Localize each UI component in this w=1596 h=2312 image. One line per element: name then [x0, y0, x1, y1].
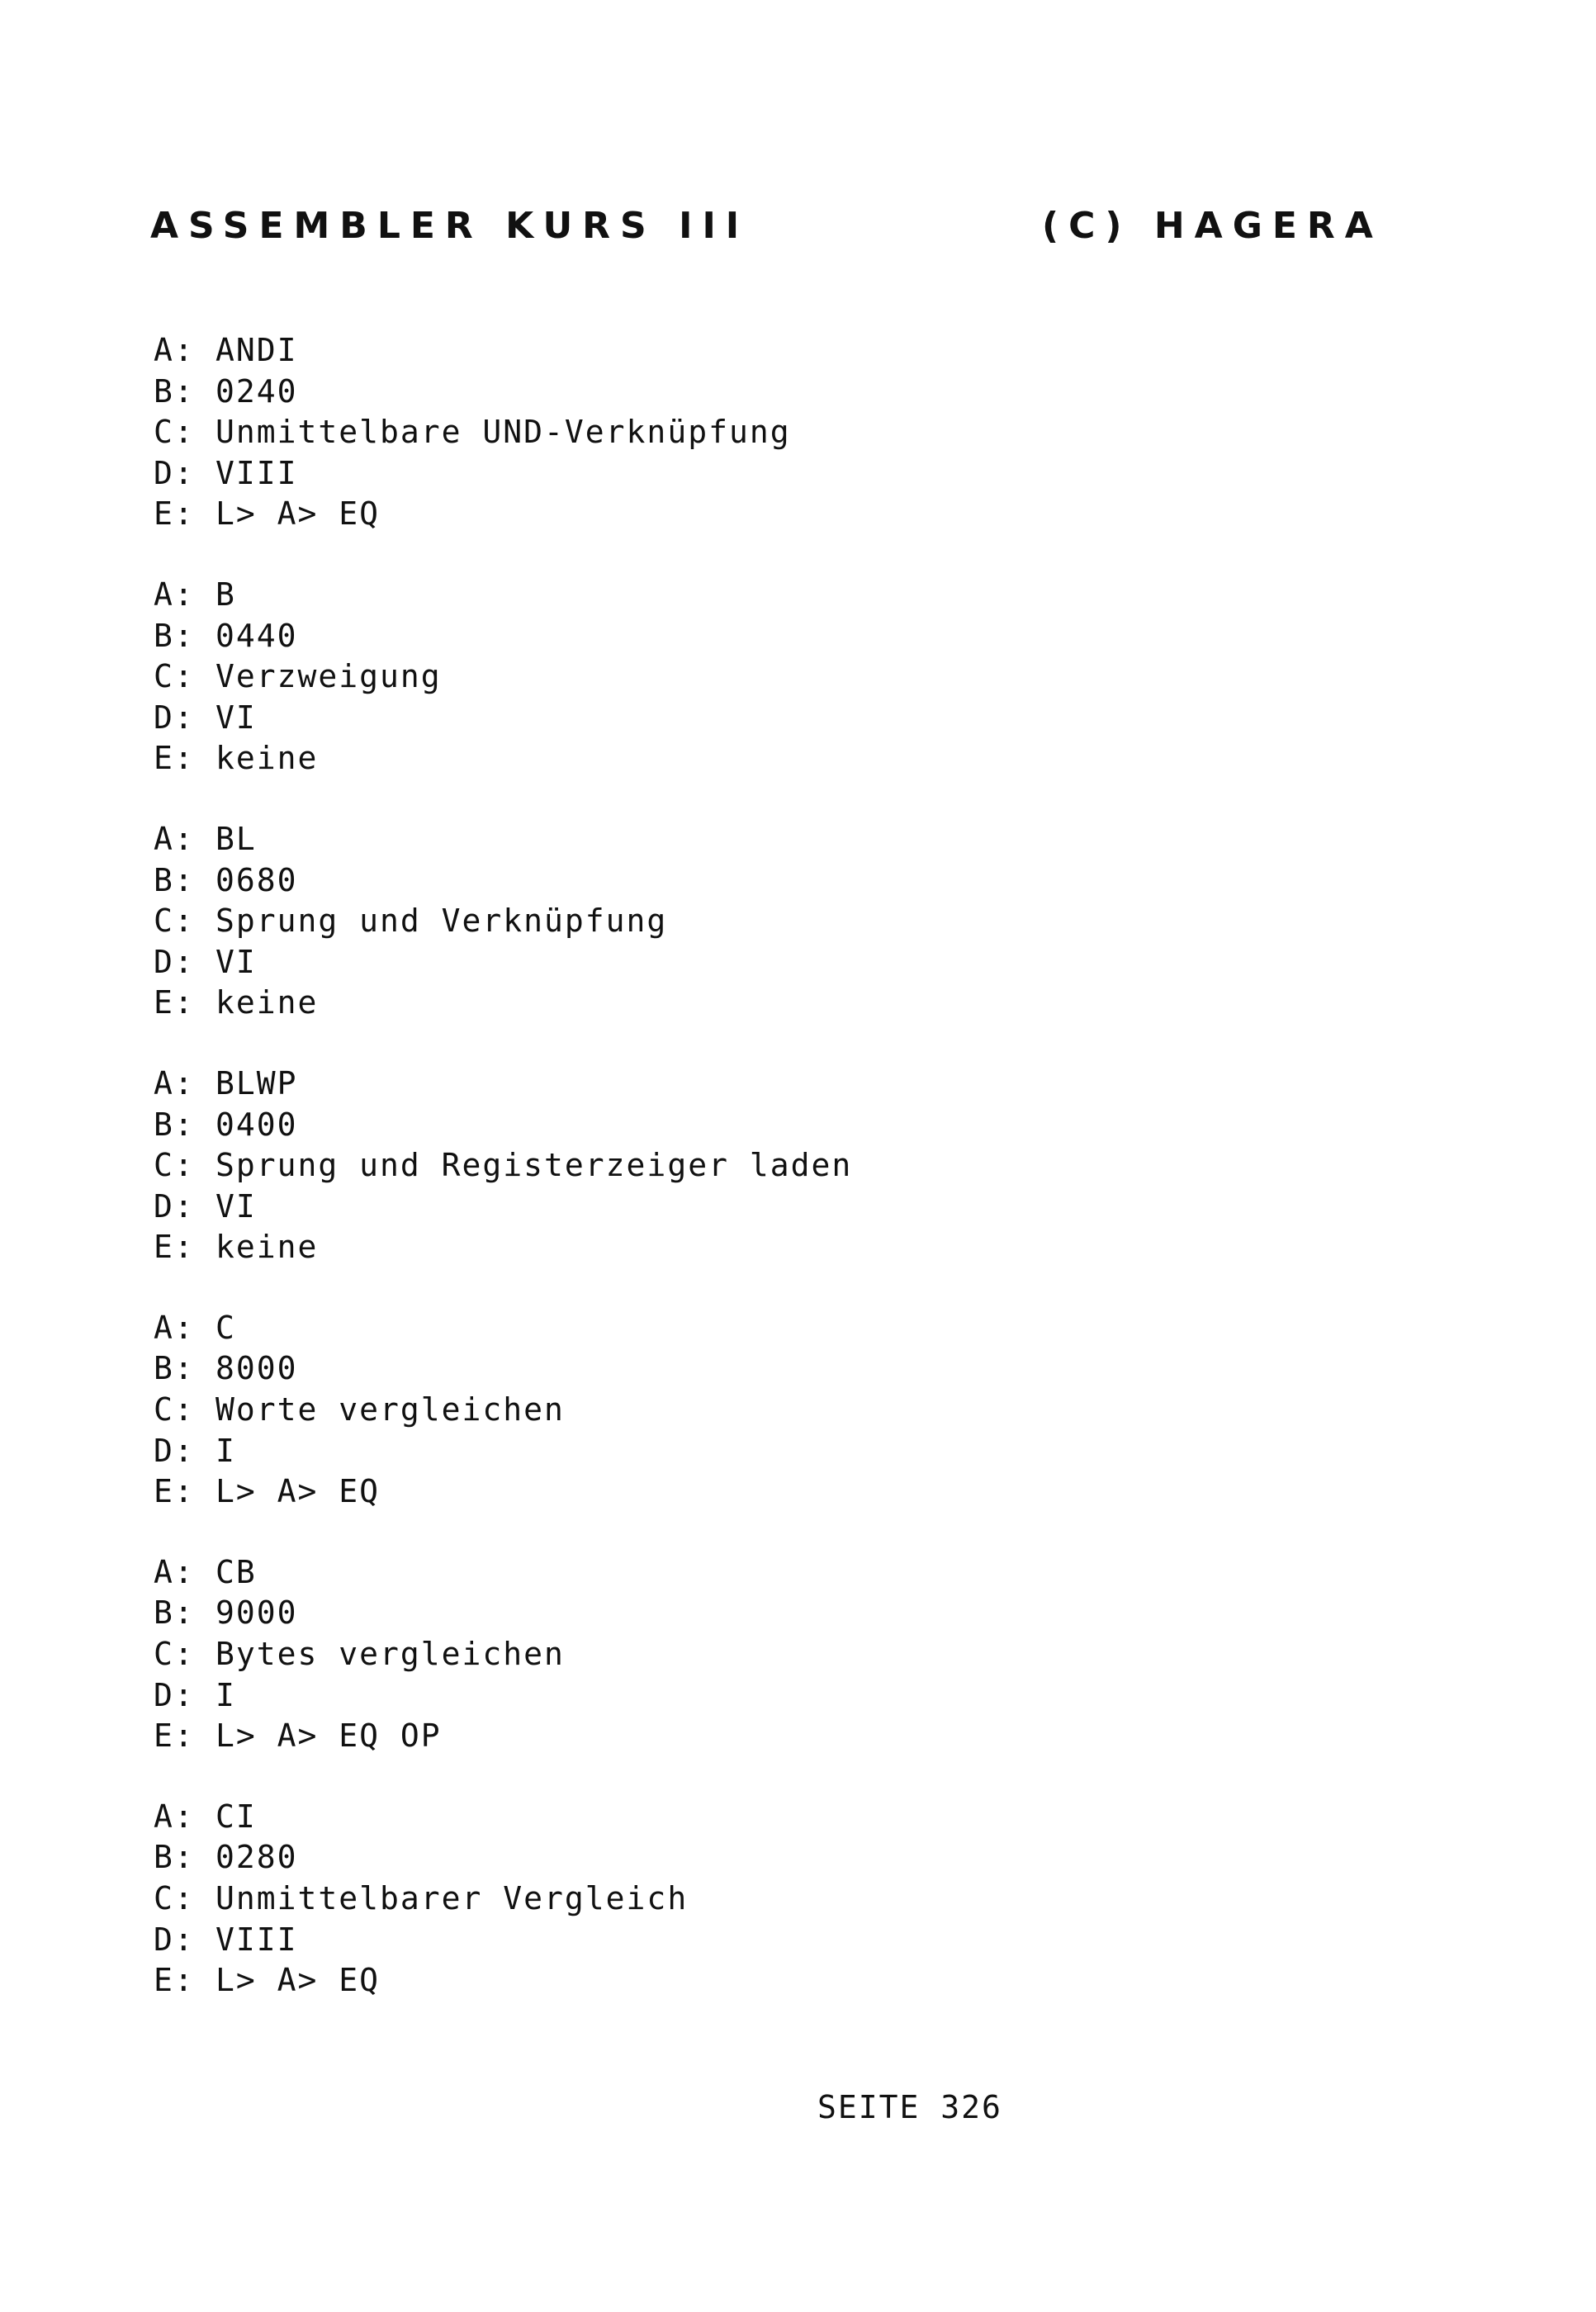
line-key: E: [154, 1962, 195, 1999]
description-line [154, 1390, 1392, 1431]
description-value: Sprung und Verknüpfung [215, 903, 668, 940]
format-line [154, 453, 1392, 495]
mnemonic-line [154, 1308, 1392, 1349]
header-title: ASSEMBLER KURS III [150, 205, 750, 247]
line-key: E: [154, 495, 195, 533]
opcode-value: 0400 [215, 1106, 298, 1143]
line-key: A: [154, 332, 195, 368]
description-line [154, 1634, 1392, 1675]
line-key: D: [154, 1187, 195, 1225]
format-value: I [215, 1432, 236, 1469]
mnemonic-value: CB [215, 1553, 257, 1590]
line-key: A: [154, 1798, 195, 1835]
opcode-value: 0440 [215, 617, 298, 654]
description-value: Bytes vergleichen [215, 1636, 565, 1673]
status-bits-value: keine [215, 740, 319, 777]
line-key: E: [154, 1717, 195, 1755]
opcode-line [154, 372, 1392, 413]
line-key: C: [154, 1147, 195, 1184]
line-key: D: [154, 454, 195, 491]
line-key: E: [154, 1473, 195, 1510]
header-copyright: (C) HAGERA [1042, 205, 1383, 247]
status-bits-line [154, 1227, 1392, 1268]
description-value: Sprung und Registerzeiger laden [215, 1147, 853, 1184]
line-key: A: [154, 1309, 195, 1346]
instruction-entry-blwp [154, 1064, 1392, 1268]
line-key: A: [154, 1553, 195, 1590]
opcode-value: 0680 [215, 861, 298, 898]
format-line [154, 1675, 1392, 1717]
status-bits-value: keine [215, 984, 319, 1021]
page-number: SEITE 326 [817, 2089, 1002, 2125]
mnemonic-line [154, 1064, 1392, 1105]
line-key: D: [154, 1921, 195, 1958]
line-key: B: [154, 372, 195, 410]
line-key: D: [154, 1432, 195, 1469]
opcode-value: 0280 [215, 1839, 298, 1876]
opcode-line [154, 1105, 1392, 1146]
instruction-entry-cb [154, 1552, 1392, 1757]
line-key: E: [154, 984, 195, 1021]
instruction-entry-b [154, 575, 1392, 779]
status-bits-line [154, 1716, 1392, 1757]
opcode-value: 9000 [215, 1594, 298, 1632]
mnemonic-value: C [215, 1309, 236, 1346]
format-line [154, 1431, 1392, 1472]
opcode-line [154, 1837, 1392, 1878]
instruction-entry-andi [154, 330, 1392, 535]
description-value: Unmittelbarer Vergleich [215, 1880, 689, 1916]
line-key: C: [154, 658, 195, 695]
instruction-entry-c [154, 1308, 1392, 1513]
description-line [154, 901, 1392, 942]
mnemonic-line [154, 575, 1392, 616]
line-key: B: [154, 1106, 195, 1143]
mnemonic-value: BL [215, 820, 257, 857]
instruction-entry-bl [154, 819, 1392, 1024]
format-line [154, 698, 1392, 739]
line-key: E: [154, 740, 195, 777]
mnemonic-value: BLWP [215, 1064, 298, 1102]
opcode-line [154, 1348, 1392, 1390]
format-value: VIII [215, 454, 298, 491]
line-key: A: [154, 820, 195, 857]
line-key: A: [154, 576, 195, 613]
opcode-line [154, 860, 1392, 902]
instruction-entry-ci [154, 1797, 1392, 2002]
format-value: I [215, 1676, 236, 1713]
line-key: C: [154, 903, 195, 940]
mnemonic-value: B [215, 576, 236, 613]
format-line [154, 1920, 1392, 1961]
format-value: VIII [215, 1921, 298, 1958]
description-line [154, 1878, 1392, 1920]
mnemonic-line [154, 1552, 1392, 1594]
status-bits-value: L> A> EQ [215, 495, 381, 533]
description-value: Unmittelbare UND-Verknüpfung [215, 414, 791, 451]
status-bits-line [154, 738, 1392, 779]
description-line [154, 656, 1392, 698]
status-bits-line [154, 1960, 1392, 2002]
line-key: A: [154, 1064, 195, 1102]
status-bits-line [154, 1471, 1392, 1513]
line-key: B: [154, 617, 195, 654]
format-value: VI [215, 943, 257, 980]
line-key: C: [154, 1880, 195, 1916]
opcode-value: 8000 [215, 1350, 298, 1387]
format-value: VI [215, 699, 257, 736]
format-value: VI [215, 1187, 257, 1225]
line-key: E: [154, 1229, 195, 1266]
format-line [154, 1187, 1392, 1228]
status-bits-value: keine [215, 1229, 319, 1266]
instruction-list [154, 330, 1392, 2041]
mnemonic-line [154, 330, 1392, 372]
line-key: B: [154, 1350, 195, 1387]
opcode-line [154, 1593, 1392, 1634]
line-key: C: [154, 414, 195, 451]
description-value: Verzweigung [215, 658, 442, 695]
line-key: C: [154, 1391, 195, 1428]
description-value: Worte vergleichen [215, 1391, 565, 1428]
description-line [154, 1145, 1392, 1187]
format-line [154, 942, 1392, 983]
mnemonic-line [154, 1797, 1392, 1838]
line-key: B: [154, 1594, 195, 1632]
description-line [154, 412, 1392, 453]
opcode-value: 0240 [215, 372, 298, 410]
status-bits-value: L> A> EQ OP [215, 1717, 442, 1755]
line-key: C: [154, 1636, 195, 1673]
mnemonic-line [154, 819, 1392, 860]
line-key: D: [154, 699, 195, 736]
line-key: D: [154, 943, 195, 980]
line-key: B: [154, 1839, 195, 1876]
status-bits-line [154, 494, 1392, 535]
line-key: D: [154, 1676, 195, 1713]
mnemonic-value: ANDI [215, 332, 298, 368]
status-bits-value: L> A> EQ [215, 1962, 381, 1999]
status-bits-line [154, 983, 1392, 1024]
line-key: B: [154, 861, 195, 898]
page-header [150, 205, 1471, 254]
mnemonic-value: CI [215, 1798, 257, 1835]
status-bits-value: L> A> EQ [215, 1473, 381, 1510]
opcode-line [154, 616, 1392, 657]
